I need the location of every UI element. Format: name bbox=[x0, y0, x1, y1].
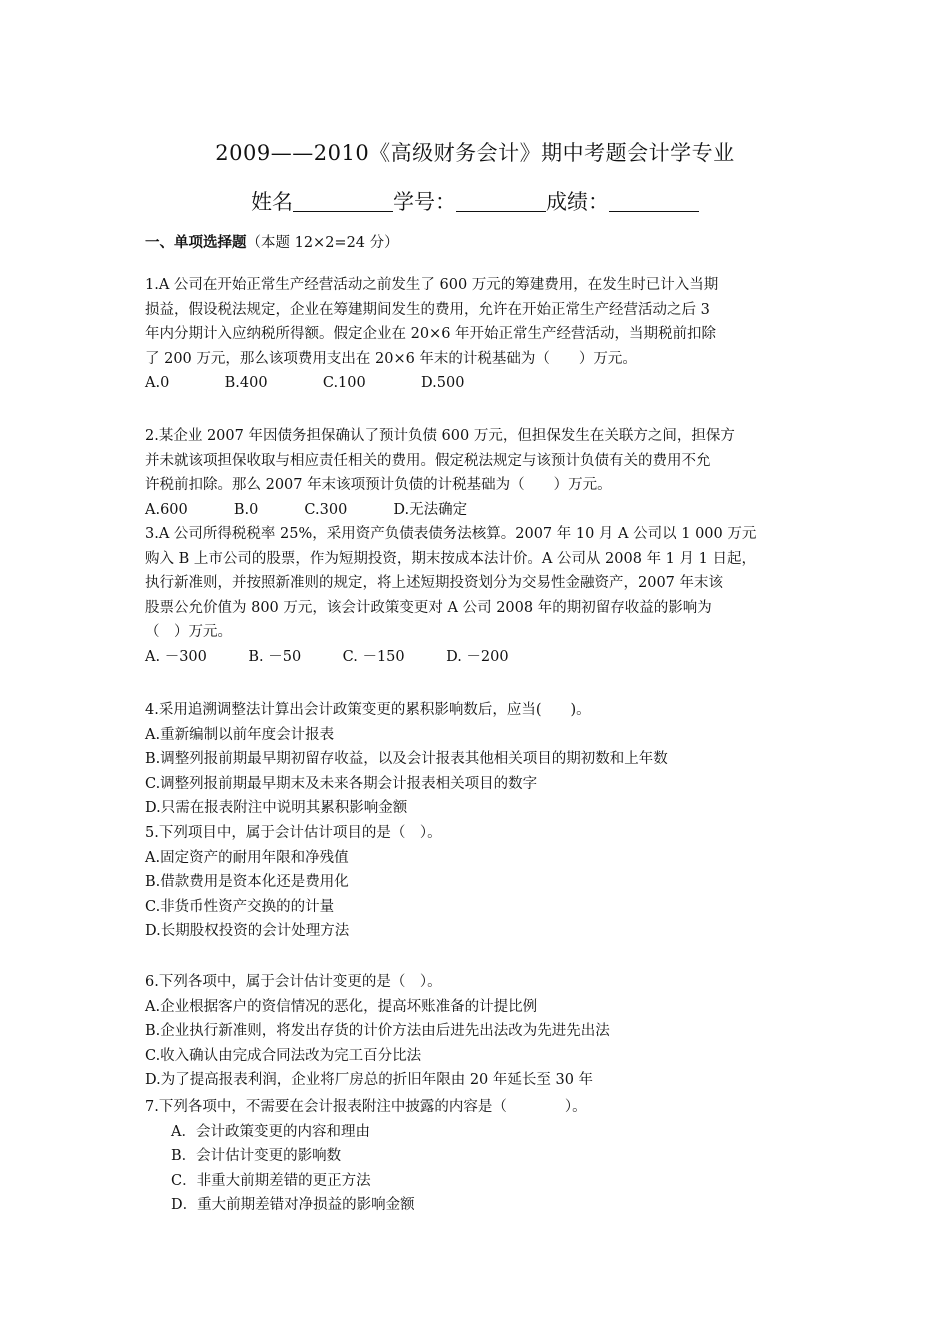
option-b: B．会计估计变更的影响数 bbox=[171, 1148, 342, 1164]
question-line: 购入 B 上市公司的股票，作为短期投资，期末按成本法计价。A 公司从 2008 年 1 月 1 日起， bbox=[145, 550, 756, 567]
question-options: A. －300 B. －50 C. －150 D. －200 bbox=[145, 648, 509, 665]
question-1 bbox=[145, 273, 810, 396]
question-line: 执行新准则，并按照新准则的规定，将上述短期投资划分为交易性金融资产，2007 年末该 bbox=[145, 575, 724, 591]
question-3 bbox=[145, 522, 810, 669]
option-d: D.为了提高报表利润，企业将厂房总的折旧年限由 20 年延长至 30 年 bbox=[145, 1072, 594, 1088]
option-c: C．非重大前期差错的更正方法 bbox=[171, 1172, 371, 1189]
option-a: A.固定资产的耐用年限和净残值 bbox=[145, 849, 349, 866]
question-line: 2.某企业 2007 年因债务担保确认了预计负债 600 万元，但担保发生在关联方之间，担保方 bbox=[145, 428, 735, 444]
question-7 bbox=[145, 1095, 810, 1218]
question-5 bbox=[145, 821, 810, 944]
option-b: B.借款费用是资本化还是费用化 bbox=[145, 874, 349, 890]
question-line: 股票公允价值为 800 万元，该会计政策变更对 A 公司 2008 年的期初留存收益的影响为 bbox=[145, 599, 712, 616]
question-6 bbox=[145, 970, 810, 1093]
exam-title: 2009——2010《高级财务会计》期中考题会计学专业 bbox=[215, 141, 735, 165]
question-options: A.600 B.0 C.300 D.无法确定 bbox=[145, 501, 468, 518]
question-stem: 7.下列各项中，不需要在会计报表附注中披露的内容是（ ）。 bbox=[145, 1099, 587, 1115]
question-options: A.0 B.400 C.100 D.500 bbox=[145, 375, 465, 391]
section-note: （本题 12×2=24 分） bbox=[246, 235, 399, 251]
option-c: C.调整列报前期最早期末及未来各期会计报表相关项目的数字 bbox=[145, 775, 538, 792]
score-label: 成绩： bbox=[546, 190, 609, 214]
option-a: A.企业根据客户的资信情况的恶化，提高坏账准备的计提比例 bbox=[145, 998, 538, 1015]
question-2 bbox=[145, 424, 810, 522]
question-stem: 5.下列项目中，属于会计估计项目的是（ ）。 bbox=[145, 825, 442, 841]
question-stem: 6.下列各项中，属于会计估计变更的是（ ）。 bbox=[145, 974, 442, 990]
score-blank[interactable] bbox=[609, 191, 699, 212]
student-info-row bbox=[0, 186, 950, 216]
section-title: 一、单项选择题 bbox=[145, 234, 247, 251]
name-label: 姓名 bbox=[251, 190, 293, 214]
question-4 bbox=[145, 698, 810, 821]
option-d: D.只需在报表附注中说明其累积影响金额 bbox=[145, 800, 408, 816]
option-c: C.非货币性资产交换的的计量 bbox=[145, 898, 335, 915]
id-label: 学号： bbox=[393, 190, 456, 214]
option-a: A.重新编制以前年度会计报表 bbox=[145, 726, 335, 743]
option-a: A．会计政策变更的内容和理由 bbox=[171, 1123, 370, 1140]
question-line: 许税前扣除。那么 2007 年末该项预计负债的计税基础为（ ）万元。 bbox=[145, 477, 612, 493]
option-b: B.企业执行新准则，将发出存货的计价方法由后进先出法改为先进先出法 bbox=[145, 1023, 610, 1039]
question-line: 损益，假设税法规定，企业在筹建期间发生的费用，允许在开始正常生产经营活动之后 3 bbox=[145, 301, 710, 318]
section-heading bbox=[145, 231, 399, 252]
option-c: C.收入确认由完成合同法改为完工百分比法 bbox=[145, 1047, 422, 1064]
question-line: 年内分期计入应纳税所得额。假定企业在 20×6 年开始正常生产经营活动，当期税前扣除 bbox=[145, 326, 717, 342]
question-line: 3.A 公司所得税税率 25%，采用资产负债表债务法核算。2007 年 10 月 A 公司以 1 000 万元 bbox=[145, 526, 757, 542]
question-line: （ ）万元。 bbox=[145, 624, 232, 640]
option-d: D．重大前期差错对净损益的影响金额 bbox=[171, 1197, 415, 1213]
id-blank[interactable] bbox=[456, 191, 546, 212]
question-stem: 4.采用追溯调整法计算出会计政策变更的累积影响数后，应当( )。 bbox=[145, 702, 591, 718]
question-line: 1.A 公司在开始正常生产经营活动之前发生了 600 万元的筹建费用，在发生时已计入当期 bbox=[145, 277, 719, 293]
option-b: B.调整列报前期最早期初留存收益，以及会计报表其他相关项目的期初数和上年数 bbox=[145, 751, 668, 767]
name-blank[interactable] bbox=[293, 191, 393, 212]
question-line: 并未就该项担保收取与相应责任相关的费用。假定税法规定与该预计负债有关的费用不允 bbox=[145, 452, 711, 469]
question-line: 了 200 万元，那么该项费用支出在 20×6 年末的计税基础为（ ）万元。 bbox=[145, 350, 637, 367]
option-d: D.长期股权投资的会计处理方法 bbox=[145, 923, 350, 939]
